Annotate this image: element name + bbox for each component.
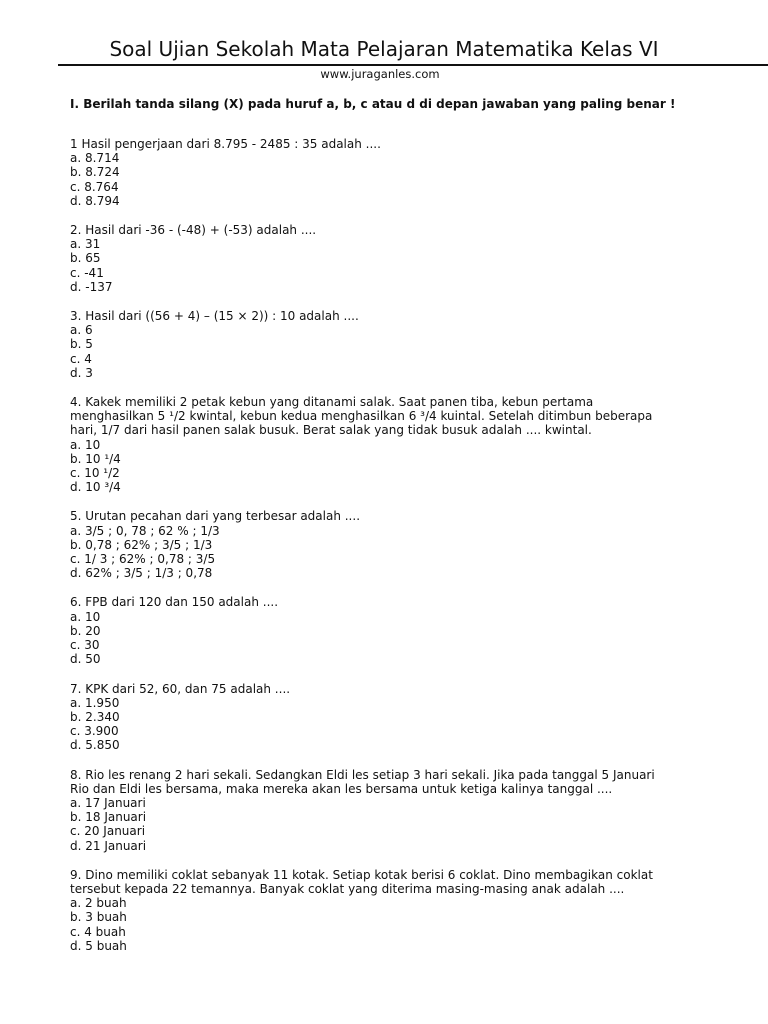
answer-option: d. 3 (70, 365, 93, 380)
section-instruction: I. Berilah tanda silang (X) pada huruf a, b, c atau d di depan jawaban yang paling benar ! (70, 97, 676, 111)
answer-option: c. 20 Januari (70, 824, 146, 839)
answer-option: c. 3.900 (70, 724, 119, 739)
title-divider (58, 64, 768, 66)
question-text: 7. KPK dari 52, 60, dan 75 adalah .... (70, 681, 291, 696)
answer-option: d. 62% ; 3/5 ; 1/3 ; 0,78 (70, 566, 213, 581)
answer-option: d. -137 (70, 279, 113, 294)
answer-option: b. 0,78 ; 62% ; 3/5 ; 1/3 (70, 537, 213, 552)
question-text: 9. Dino memiliki coklat sebanyak 11 kotak. Setiap kotak berisi 6 coklat. Dino membagikan coklat tersebut kepada 22 temannya. Banyak coklat yang diterima masing-masing anak adalah .... (70, 867, 653, 896)
answer-option: a. 3/5 ; 0, 78 ; 62 % ; 1/3 (70, 523, 220, 538)
answer-option: b. 10 ¹/4 (70, 451, 121, 466)
answer-option: a. 2 buah (70, 896, 127, 911)
question-item (70, 868, 740, 953)
answer-option: c. 8.764 (70, 179, 119, 194)
answer-option: c. 30 (70, 638, 100, 653)
question-item (70, 309, 740, 380)
answer-option: b. 2.340 (70, 709, 120, 724)
answer-option: a. 1.950 (70, 695, 120, 710)
answer-option: a. 8.714 (70, 151, 120, 166)
answer-option: c. 1/ 3 ; 62% ; 0,78 ; 3/5 (70, 552, 216, 567)
answer-option: d. 5 buah (70, 938, 127, 953)
website-url: www.juraganles.com (320, 67, 440, 81)
answer-option: b. 8.724 (70, 165, 120, 180)
answer-option: d. 50 (70, 652, 101, 667)
answer-option: d. 21 Januari (70, 838, 147, 853)
question-item (70, 682, 740, 753)
answer-option: c. 10 ¹/2 (70, 466, 120, 481)
answer-option: a. 6 (70, 323, 93, 338)
question-text: 8. Rio les renang 2 hari sekali. Sedangkan Eldi les setiap 3 hari sekali. Jika pada tanggal 5 Januari Rio dan Eldi les bersama, maka mereka akan les bersama untuk ketiga kalinya tanggal .... (70, 767, 655, 796)
question-item (70, 595, 740, 666)
question-text: 2. Hasil dari -36 - (-48) + (-53) adalah .... (70, 223, 317, 238)
question-item (70, 395, 740, 494)
question-text: 5. Urutan pecahan dari yang terbesar adalah .... (70, 509, 361, 524)
answer-option: d. 10 ³/4 (70, 480, 121, 495)
answer-option: a. 10 (70, 609, 101, 624)
question-list (70, 137, 740, 968)
answer-option: d. 8.794 (70, 193, 120, 208)
page-title: Soal Ujian Sekolah Mata Pelajaran Matematika Kelas VI (109, 37, 659, 61)
question-item (70, 509, 740, 580)
answer-option: c. 4 (70, 351, 92, 366)
question-item (70, 768, 740, 853)
question-text: 6. FPB dari 120 dan 150 adalah .... (70, 595, 279, 610)
answer-option: c. -41 (70, 265, 104, 280)
answer-option: b. 5 (70, 337, 93, 352)
question-item (70, 137, 740, 208)
question-item (70, 223, 740, 294)
answer-option: b. 65 (70, 251, 101, 266)
answer-option: d. 5.850 (70, 738, 120, 753)
answer-option: b. 18 Januari (70, 810, 147, 825)
answer-option: a. 17 Januari (70, 795, 146, 810)
question-text: 3. Hasil dari ((56 + 4) – (15 × 2)) : 10 adalah .... (70, 309, 359, 324)
answer-option: c. 4 buah (70, 924, 126, 939)
question-text: 4. Kakek memiliki 2 petak kebun yang ditanami salak. Saat panen tiba, kebun pertama menghasilkan 5 ¹/2 kwintal, kebun kedua menghasilkan 6 ³/4 kuintal. Setelah ditimbun beberapa hari, 1/7 dari hasil panen salak busuk. Berat salak yang tidak busuk adalah .... kwintal. (70, 395, 653, 438)
answer-option: a. 31 (70, 237, 101, 252)
question-text: 1 Hasil pengerjaan dari 8.795 - 2485 : 35 adalah .... (70, 137, 381, 151)
answer-option: b. 3 buah (70, 910, 127, 925)
answer-option: b. 20 (70, 623, 101, 638)
answer-option: a. 10 (70, 437, 101, 452)
